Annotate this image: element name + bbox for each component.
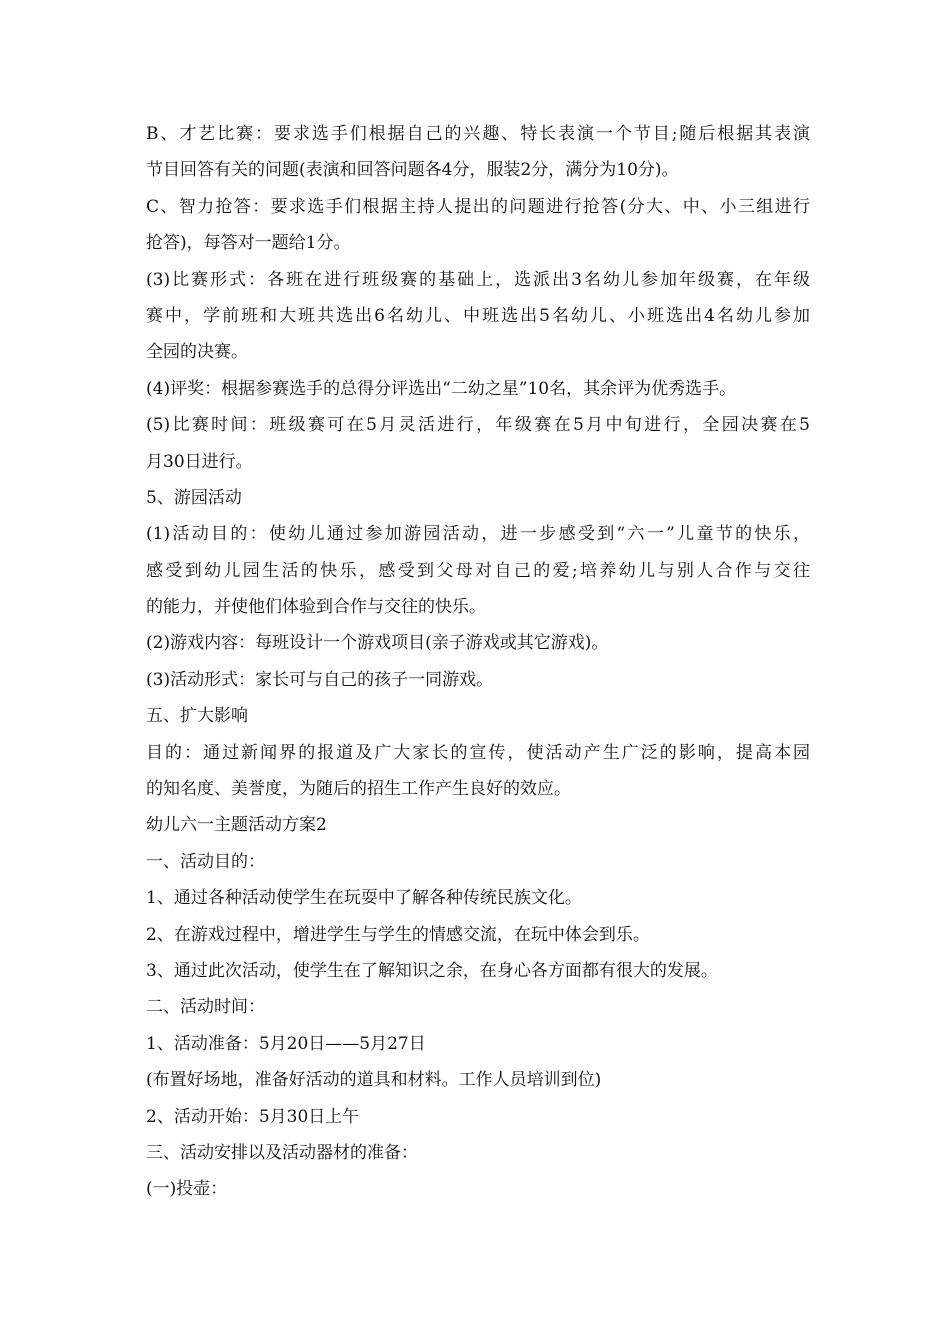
- text-line: 2、活动开始：5月30日上午: [146, 1106, 360, 1127]
- text-line: (2)游戏内容：每班设计一个游戏项目(亲子游戏或其它游戏)。: [146, 633, 609, 654]
- text-line: 抢答)，每答对一题给1分。: [146, 233, 351, 254]
- text-line: (3)比赛形式：各班在进行班级赛的基础上，选派出3名幼儿参加年级赛，在年级: [146, 269, 810, 290]
- document-title: 幼儿六一主题活动方案2: [146, 815, 327, 836]
- text-line: 赛中，学前班和大班共选出6名幼儿、中班选出5名幼儿、小班选出4名幼儿参加: [146, 305, 810, 326]
- section-heading: 二、活动时间：: [146, 997, 265, 1018]
- text-line: (一)投壶：: [146, 1179, 228, 1200]
- text-line: 2、在游戏过程中，增进学生与学生的情感交流，在玩中体会到乐。: [146, 924, 650, 945]
- text-line: 全园的决赛。: [146, 342, 248, 363]
- text-line: (4)评奖：根据参赛选手的总得分评选出“二幼之星”10名，其余评为优秀选手。: [146, 378, 737, 399]
- section-heading: 一、活动目的：: [146, 851, 265, 872]
- text-line: 的能力，并使他们体验到合作与交往的快乐。: [146, 597, 486, 618]
- text-line: 节目回答有关的问题(表演和回答问题各4分，服装2分，满分为10分)。: [146, 160, 679, 181]
- section-heading: 5、游园活动: [146, 487, 242, 508]
- text-line: 3、通过此次活动，使学生在了解知识之余，在身心各方面都有很大的发展。: [146, 960, 718, 981]
- section-heading: 五、扩大影响: [146, 706, 248, 727]
- text-line: (布置好场地，准备好活动的道具和材料。工作人员培训到位): [146, 1070, 602, 1091]
- text-line: 1、活动准备：5月20日——5月27日: [146, 1033, 426, 1054]
- section-heading: 三、活动安排以及活动器材的准备：: [146, 1142, 418, 1163]
- text-line: 感受到幼儿园生活的快乐，感受到父母对自己的爱;培养幼儿与别人合作与交往: [146, 560, 810, 581]
- text-line: 的知名度、美誉度，为随后的招生工作产生良好的效应。: [146, 779, 571, 800]
- text-line: 1、通过各种活动使学生在玩耍中了解各种传统民族文化。: [146, 888, 582, 909]
- text-line: 目的：通过新闻界的报道及广大家长的宣传，使活动产生广泛的影响，提高本园: [146, 742, 810, 763]
- text-line: B、才艺比赛：要求选手们根据自己的兴趣、特长表演一个节目;随后根据其表演: [146, 124, 810, 144]
- text-line: C、智力抢答：要求选手们根据主持人提出的问题进行抢答(分大、中、小三组进行: [146, 196, 810, 217]
- text-line: (3)活动形式：家长可与自己的孩子一同游戏。: [146, 669, 494, 690]
- text-line: (1)活动目的：使幼儿通过参加游园活动，进一步感受到“六一”儿童节的快乐，: [146, 524, 810, 545]
- text-line: 月30日进行。: [146, 451, 253, 472]
- document-body: [146, 116, 810, 1208]
- text-line: (5)比赛时间：班级赛可在5月灵活进行，年级赛在5月中旬进行，全园决赛在5: [146, 415, 810, 436]
